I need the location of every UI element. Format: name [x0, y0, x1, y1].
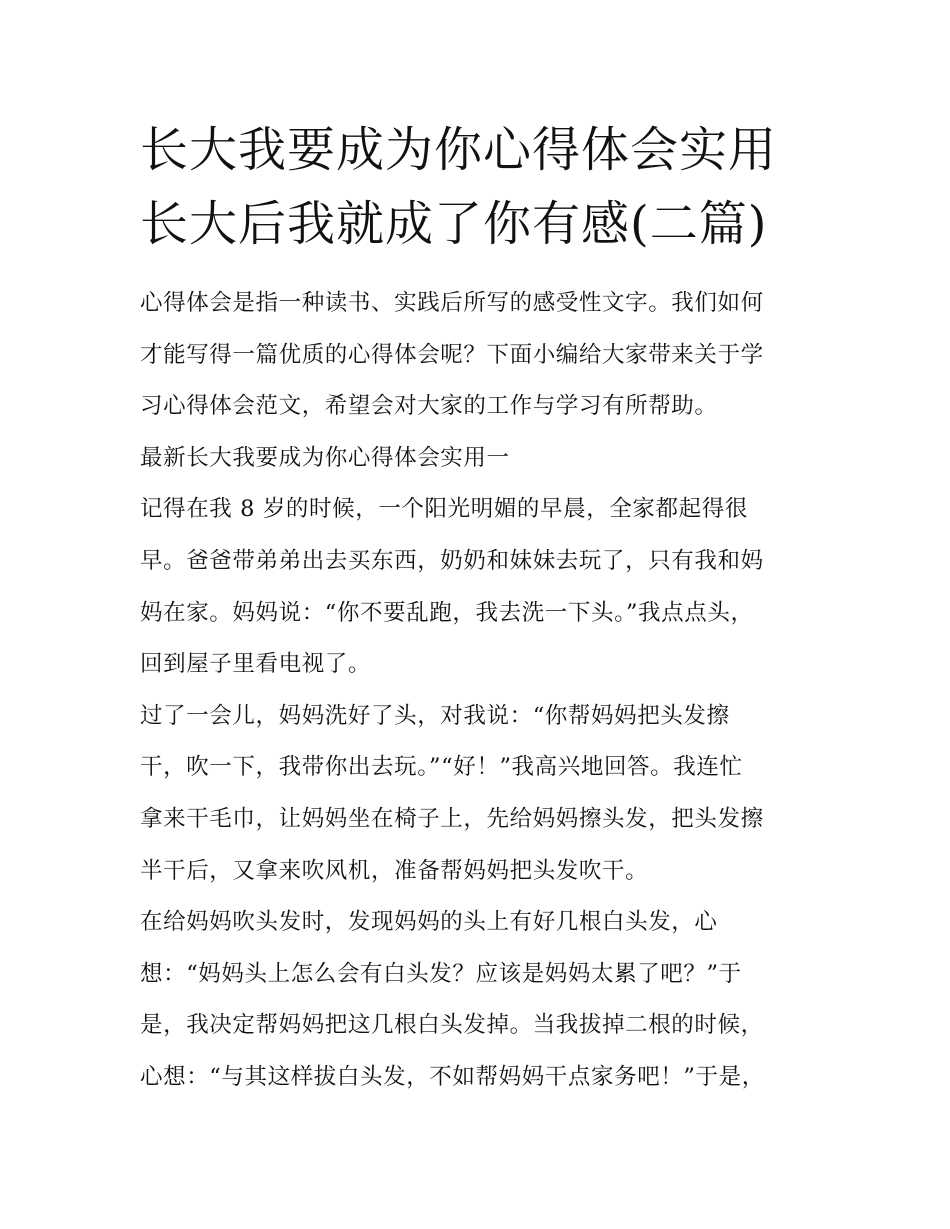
document-body [140, 278, 820, 1104]
body-line: 拿来干毛巾，让妈妈坐在椅子上，先给妈妈擦头发，把头发擦 [140, 805, 764, 832]
body-line: 半干后，又拿来吹风机，准备帮妈妈把头发吹干。 [140, 857, 649, 884]
title-line-1: 长大我要成为你心得体会实用 [140, 122, 778, 178]
body-line: 记得在我 8 岁的时候，一个阳光明媚的早晨，全家都起得很 [140, 496, 748, 523]
section-heading: 最新长大我要成为你心得体会实用一 [140, 444, 510, 471]
body-line: 早。爸爸带弟弟出去买东西，奶奶和妹妹去玩了，只有我和妈 [140, 547, 764, 574]
body-line: 在给妈妈吹头发时，发现妈妈的头上有好几根白头发，心 [140, 909, 718, 936]
body-line: 才能写得一篇优质的心得体会呢？下面小编给大家带来关于学 [140, 341, 764, 368]
body-line: 回到屋子里看电视了。 [140, 651, 372, 678]
body-line: 习心得体会范文，希望会对大家的工作与学习有所帮助。 [140, 393, 718, 420]
body-line: 心想：“与其这样拔白头发，不如帮妈妈干点家务吧！”于是， [140, 1063, 765, 1090]
body-line: 心得体会是指一种读书、实践后所写的感受性文字。我们如何 [140, 290, 764, 316]
body-line: 干，吹一下，我带你出去玩。”“好！”我高兴地回答。我连忙 [140, 754, 743, 781]
body-line: 过了一会儿，妈妈洗好了头，对我说：“你帮妈妈把头发擦 [140, 702, 730, 729]
document-title [140, 113, 820, 261]
body-line: 想：“妈妈头上怎么会有白头发？应该是妈妈太累了吧？”于 [140, 960, 742, 987]
body-line: 是，我决定帮妈妈把这几根白头发掉。当我拔掉二根的时候， [140, 1012, 764, 1039]
body-line: 妈在家。妈妈说：“你不要乱跑，我去洗一下头。”我点点头， [140, 599, 754, 626]
title-line-2: 长大后我就成了你有感(二篇) [140, 196, 768, 252]
